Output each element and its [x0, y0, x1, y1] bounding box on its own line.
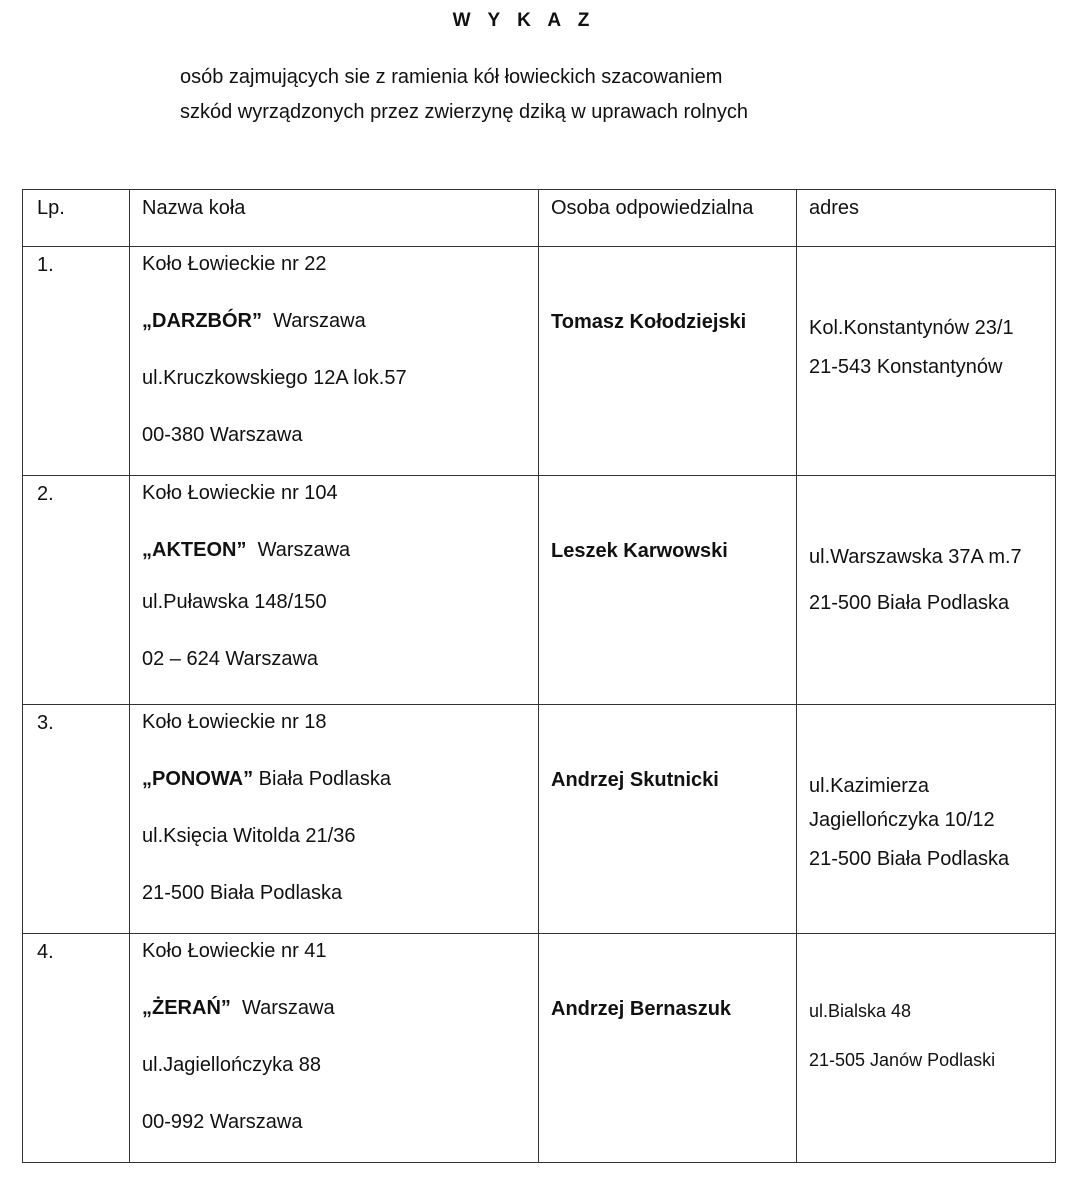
- club-title: Koło Łowieckie nr 104: [142, 482, 338, 504]
- table-row: [23, 476, 1056, 705]
- address-line-2: 21-543 Konstantynów: [809, 356, 1003, 378]
- club-cell: [130, 934, 539, 1163]
- club-cell: [130, 476, 539, 705]
- address-line-1: ul.Bialska 48: [809, 1001, 912, 1021]
- header-responsible-person: Osoba odpowiedzialna: [539, 190, 797, 247]
- hunting-clubs-table: [22, 189, 1056, 1163]
- address-cell: [797, 705, 1056, 934]
- club-name: „PONOWA”: [142, 768, 254, 790]
- address-cell: [797, 247, 1056, 476]
- club-street: ul.Jagiellończyka 88: [142, 1054, 321, 1076]
- responsible-person: Tomasz Kołodziejski: [539, 247, 797, 476]
- club-street: ul.Kruczkowskiego 12A lok.57: [142, 367, 407, 389]
- row-number: 3.: [23, 705, 130, 934]
- club-name-line: [142, 540, 526, 560]
- table-row: [23, 705, 1056, 934]
- address-line-2: 21-500 Biała Podlaska: [809, 592, 1010, 614]
- club-postal: 21-500 Biała Podlaska: [142, 882, 343, 904]
- subtitle-line-2: szkód wyrządzonych przez zwierzynę dziką w uprawach rolnych: [180, 101, 749, 123]
- club-postal: 02 – 624 Warszawa: [142, 648, 319, 670]
- club-street: ul.Puławska 148/150: [142, 591, 327, 613]
- club-city: Warszawa: [262, 310, 366, 332]
- row-number: 1.: [23, 247, 130, 476]
- club-title: Koło Łowieckie nr 18: [142, 711, 327, 733]
- club-cell: [130, 705, 539, 934]
- club-name: „ŻERAŃ”: [142, 997, 231, 1019]
- club-postal: 00-992 Warszawa: [142, 1111, 303, 1133]
- header-lp: Lp.: [23, 190, 130, 247]
- table-row: [23, 934, 1056, 1163]
- club-name: „DARZBÓR”: [142, 310, 262, 332]
- club-name: „AKTEON”: [142, 539, 247, 561]
- club-name-line: [142, 311, 526, 331]
- club-postal: 00-380 Warszawa: [142, 424, 303, 446]
- club-title: Koło Łowieckie nr 22: [142, 253, 327, 275]
- table-row: [23, 247, 1056, 476]
- club-name-line: [142, 998, 526, 1018]
- responsible-person: Andrzej Skutnicki: [539, 705, 797, 934]
- document-title: W Y K A Z: [452, 10, 596, 31]
- address-cell: [797, 476, 1056, 705]
- club-city: Warszawa: [246, 539, 351, 561]
- club-cell: [130, 247, 539, 476]
- address-line-1: ul.Kazimierza Jagiellończyka 10/12: [809, 775, 995, 831]
- table-header-row: [23, 190, 1056, 247]
- club-street: ul.Księcia Witolda 21/36: [142, 825, 356, 847]
- club-city: Biała Podlaska: [253, 768, 391, 790]
- responsible-person: Andrzej Bernaszuk: [539, 934, 797, 1163]
- address-line-1: ul.Warszawska 37A m.7: [809, 546, 1022, 568]
- address-line-2: 21-500 Biała Podlaska: [809, 848, 1010, 870]
- row-number: 4.: [23, 934, 130, 1163]
- header-club-name: Nazwa koła: [130, 190, 539, 247]
- responsible-person: Leszek Karwowski: [539, 476, 797, 705]
- header-address: adres: [797, 190, 1056, 247]
- subtitle-line-1: osób zajmujących sie z ramienia kół łowieckich szacowaniem: [180, 66, 723, 88]
- club-title: Koło Łowieckie nr 41: [142, 940, 327, 962]
- club-city: Warszawa: [230, 997, 335, 1019]
- row-number: 2.: [23, 476, 130, 705]
- address-line-2: 21-505 Janów Podlaski: [809, 1050, 996, 1070]
- address-line-1: Kol.Konstantynów 23/1: [809, 317, 1014, 339]
- club-name-line: [142, 769, 526, 789]
- address-cell: [797, 934, 1056, 1163]
